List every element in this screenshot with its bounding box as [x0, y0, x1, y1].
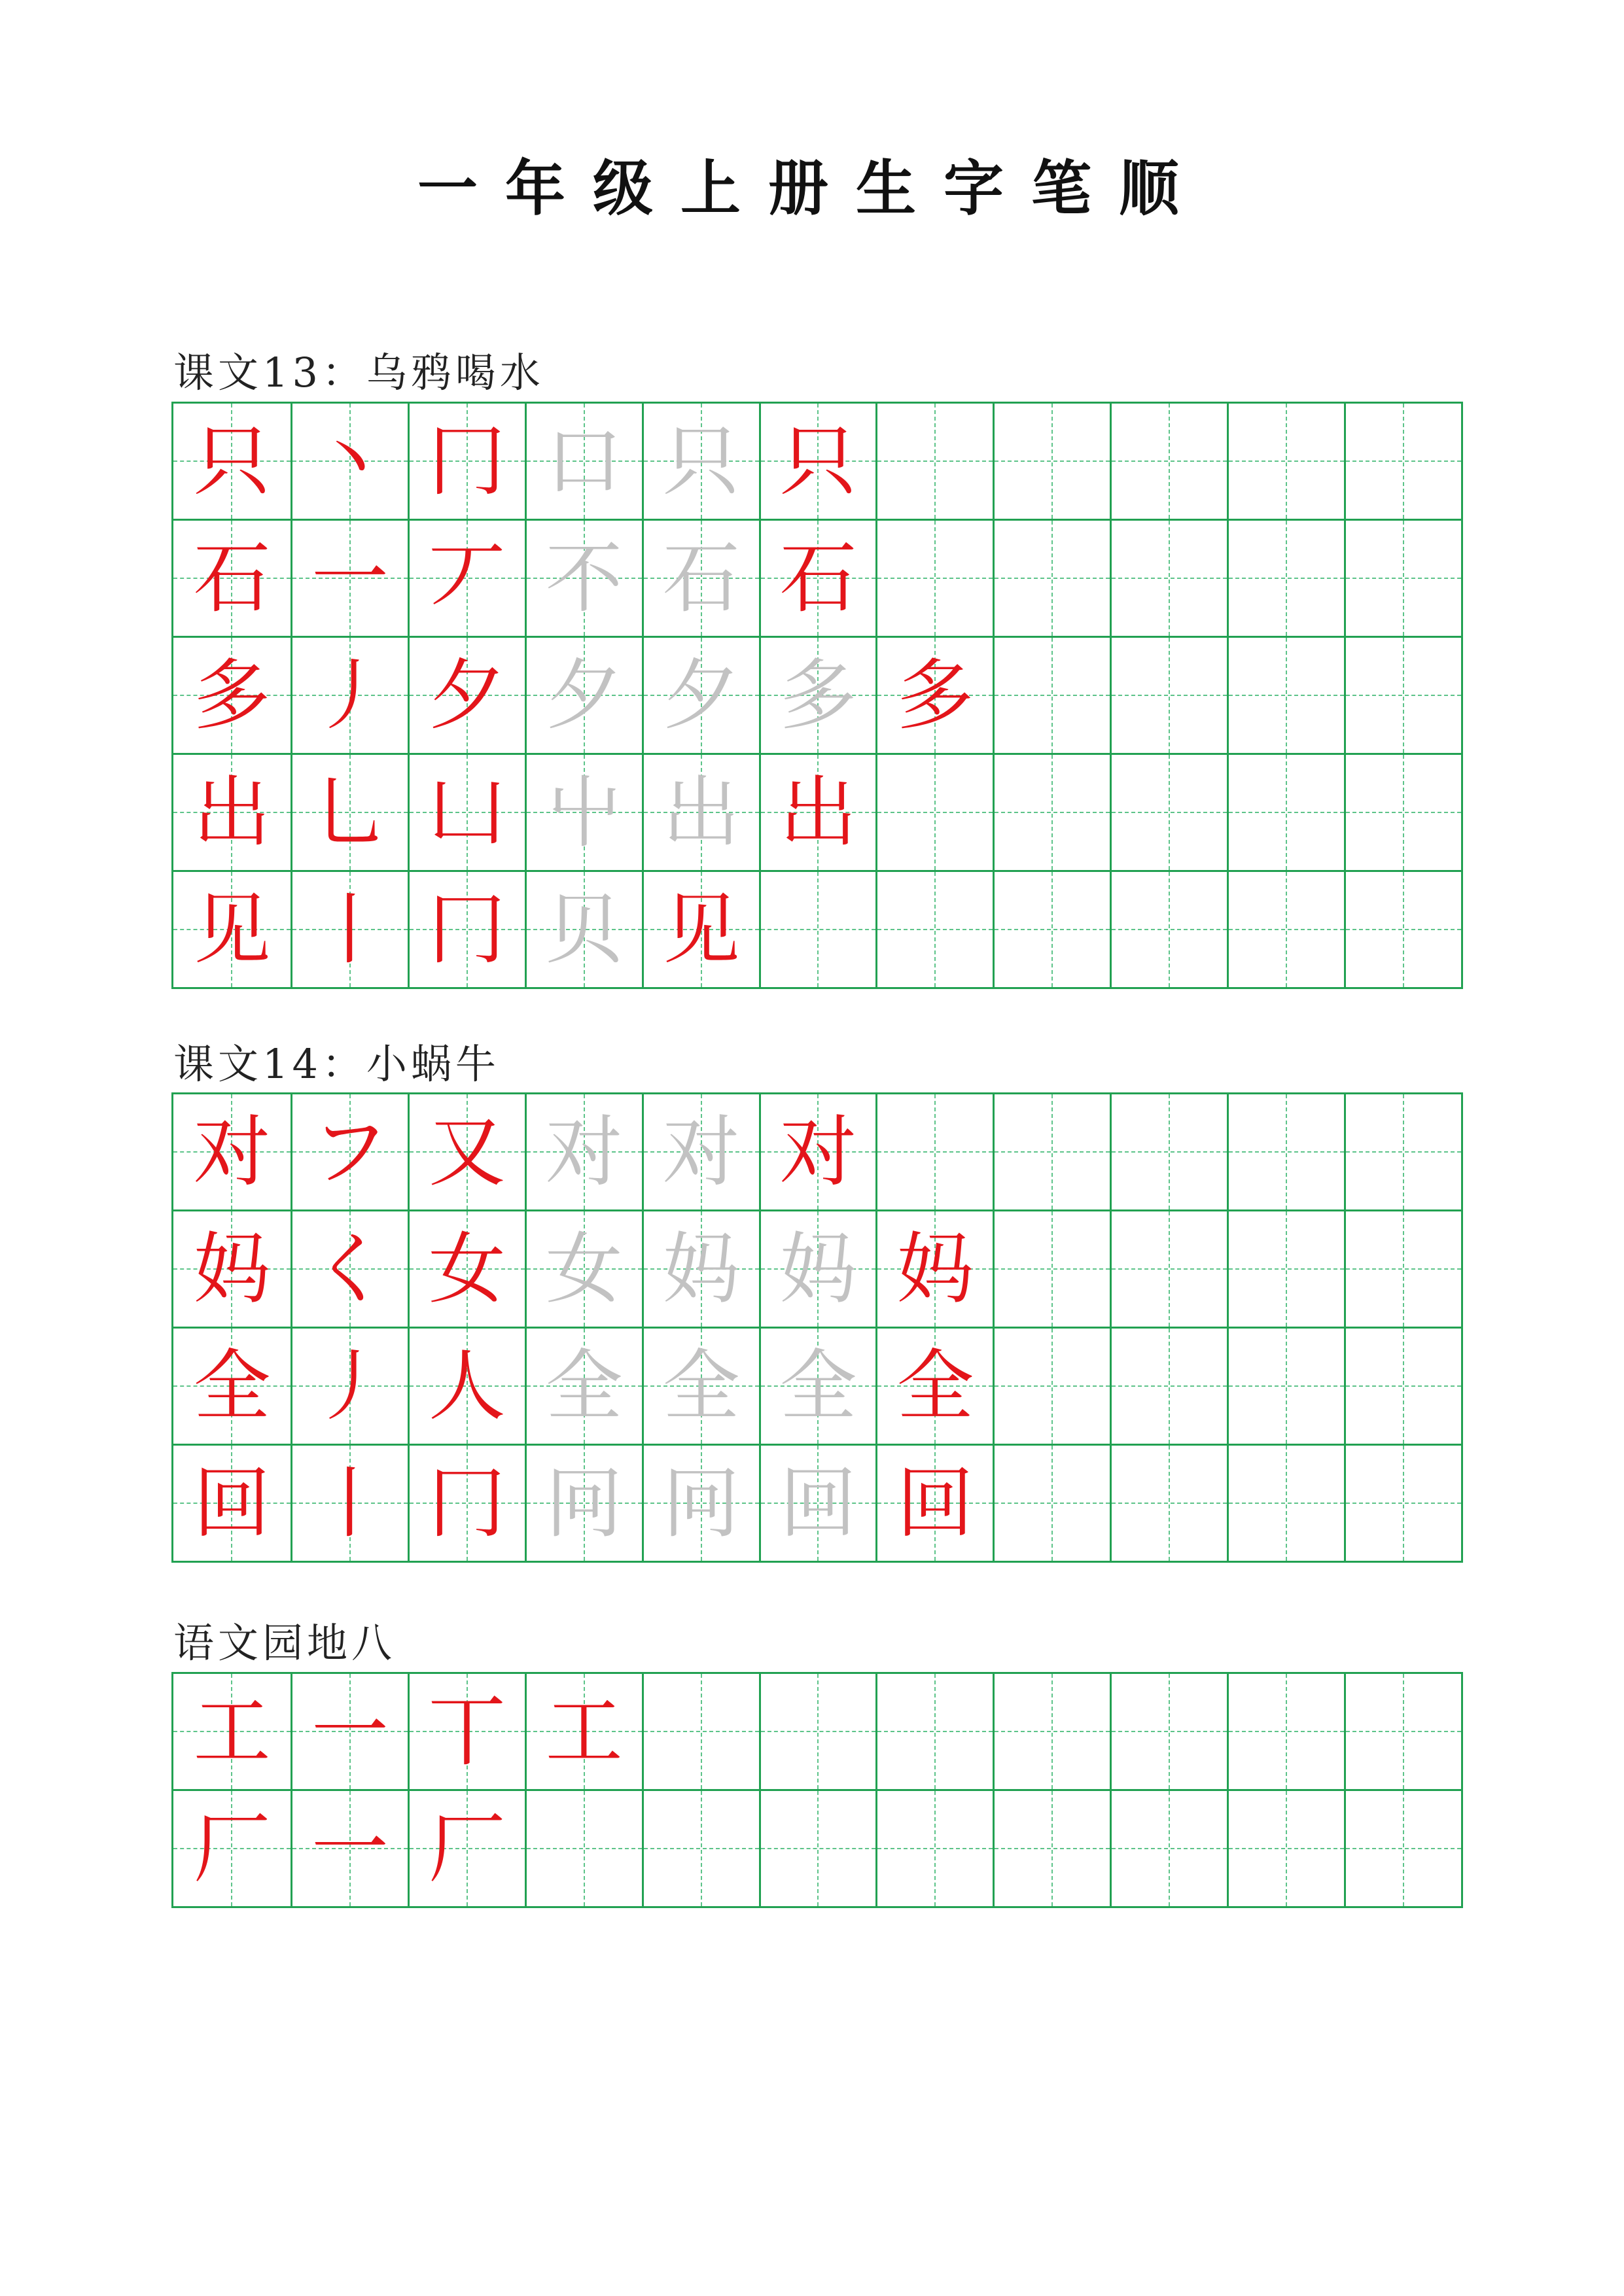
- stroke-step-cell: [1110, 521, 1227, 636]
- stroke-step-cell: [875, 638, 993, 753]
- stroke-step-cell: [875, 1329, 993, 1444]
- character-row: [173, 870, 1461, 987]
- practice-grid-lesson-14: [171, 1092, 1463, 1563]
- stroke-step-cell: [1110, 872, 1227, 987]
- stroke-step-cell: [291, 521, 408, 636]
- section-title-lesson-13: 课文13：乌鸦喝水: [173, 349, 544, 396]
- stroke-step-cell: [525, 1446, 642, 1561]
- stroke-step-cell: [408, 404, 525, 519]
- stroke-step: 屮: [545, 767, 623, 858]
- stroke-step-cell: [408, 1329, 525, 1444]
- stroke-step: 夕: [662, 650, 740, 740]
- stroke-step-cell: [408, 1211, 525, 1327]
- stroke-step: 一: [311, 1686, 389, 1777]
- stroke-step: 妈: [662, 1224, 740, 1314]
- stroke-step: 见: [662, 884, 740, 975]
- stroke-step: 多: [896, 650, 974, 740]
- character-row: [173, 1327, 1461, 1444]
- stroke-step-cell: [525, 1329, 642, 1444]
- stroke-step: 丿: [311, 650, 389, 740]
- stroke-step-cell: [1227, 1211, 1344, 1327]
- character-cell: [173, 755, 291, 870]
- stroke-step-cell: [642, 755, 759, 870]
- stroke-step-cell: [408, 638, 525, 753]
- stroke-step-cell: [1344, 404, 1461, 519]
- stroke-step-cell: [875, 1094, 993, 1209]
- stroke-step-cell: [525, 1211, 642, 1327]
- stroke-step-cell: [1227, 1674, 1344, 1789]
- character-row: [173, 1444, 1461, 1561]
- character-cell: [173, 521, 291, 636]
- stroke-step-cell: [875, 521, 993, 636]
- stroke-step: 工: [545, 1686, 623, 1777]
- character-cell: [173, 1329, 291, 1444]
- stroke-step-cell: [291, 755, 408, 870]
- character-cell: [173, 1446, 291, 1561]
- stroke-step: 女: [428, 1224, 506, 1314]
- stroke-step: 对: [545, 1107, 623, 1197]
- stroke-step-cell: [993, 1211, 1110, 1327]
- stroke-step: 乚: [311, 767, 389, 858]
- character-row: [173, 519, 1461, 636]
- stroke-step-cell: [1110, 1329, 1227, 1444]
- main-character: 见: [193, 884, 271, 975]
- stroke-step-cell: [993, 404, 1110, 519]
- stroke-step-cell: [1344, 755, 1461, 870]
- stroke-step-cell: [993, 872, 1110, 987]
- page-title: 一年级上册生字笔顺: [417, 154, 1207, 224]
- stroke-step: 口: [545, 416, 623, 506]
- stroke-step-cell: [408, 1791, 525, 1906]
- character-row: [173, 1789, 1461, 1906]
- stroke-step-cell: [875, 755, 993, 870]
- stroke-step: 对: [779, 1107, 857, 1197]
- character-row: [173, 636, 1461, 753]
- stroke-step-cell: [642, 1446, 759, 1561]
- practice-grid-lesson-13: [171, 402, 1463, 989]
- stroke-step-cell: [291, 1446, 408, 1561]
- main-character: 出: [193, 767, 271, 858]
- stroke-step-cell: [993, 1674, 1110, 1789]
- stroke-step: 全: [896, 1341, 974, 1431]
- stroke-step-cell: [875, 404, 993, 519]
- stroke-step-cell: [1344, 1446, 1461, 1561]
- stroke-step-cell: [525, 1791, 642, 1906]
- stroke-step-cell: [993, 1094, 1110, 1209]
- stroke-step-cell: [642, 1094, 759, 1209]
- stroke-step-cell: [1227, 521, 1344, 636]
- stroke-step: 贝: [545, 884, 623, 975]
- stroke-step: 夕: [428, 650, 506, 740]
- stroke-step-cell: [759, 1094, 876, 1209]
- character-row: [173, 1674, 1461, 1789]
- stroke-step-cell: [525, 638, 642, 753]
- stroke-step-cell: [1227, 1329, 1344, 1444]
- main-character: 对: [193, 1107, 271, 1197]
- stroke-step-cell: [291, 1211, 408, 1327]
- stroke-step-cell: [1344, 1094, 1461, 1209]
- main-character: 只: [193, 416, 271, 506]
- main-character: 全: [193, 1341, 271, 1431]
- stroke-step-cell: [408, 1094, 525, 1209]
- stroke-step-cell: [291, 1674, 408, 1789]
- stroke-step-cell: [642, 521, 759, 636]
- stroke-step-cell: [291, 638, 408, 753]
- main-character: 石: [193, 533, 271, 623]
- character-cell: [173, 638, 291, 753]
- stroke-step: 妈: [779, 1224, 857, 1314]
- practice-grid-garden-8: [171, 1672, 1463, 1908]
- stroke-step-cell: [875, 872, 993, 987]
- stroke-step-cell: [408, 521, 525, 636]
- stroke-step-cell: [759, 1791, 876, 1906]
- stroke-step: 凵: [428, 767, 506, 858]
- character-row: [173, 753, 1461, 870]
- stroke-step: 回: [896, 1458, 974, 1548]
- stroke-step-cell: [1110, 1674, 1227, 1789]
- stroke-step-cell: [1344, 638, 1461, 753]
- stroke-step: く: [311, 1224, 389, 1314]
- stroke-step: 冋: [662, 1458, 740, 1548]
- stroke-step-cell: [408, 872, 525, 987]
- stroke-step-cell: [993, 1791, 1110, 1906]
- character-cell: [173, 1094, 291, 1209]
- stroke-step-cell: [1110, 1446, 1227, 1561]
- stroke-step-cell: [1344, 1791, 1461, 1906]
- stroke-step: 丅: [428, 1686, 506, 1777]
- stroke-step: 出: [779, 767, 857, 858]
- stroke-step-cell: [642, 1329, 759, 1444]
- stroke-step-cell: [525, 755, 642, 870]
- stroke-step-cell: [291, 1329, 408, 1444]
- stroke-step-cell: [1227, 1446, 1344, 1561]
- main-character: 妈: [193, 1224, 271, 1314]
- character-cell: [173, 1211, 291, 1327]
- stroke-step-cell: [642, 872, 759, 987]
- stroke-step: 丨: [311, 884, 389, 975]
- stroke-step: 全: [545, 1341, 623, 1431]
- stroke-step: 一: [311, 1803, 389, 1894]
- stroke-step-cell: [642, 638, 759, 753]
- stroke-step-cell: [875, 1446, 993, 1561]
- stroke-step-cell: [1227, 755, 1344, 870]
- stroke-step-cell: [759, 1446, 876, 1561]
- stroke-step: 冂: [428, 416, 506, 506]
- stroke-step-cell: [1227, 1791, 1344, 1906]
- stroke-step: 妈: [896, 1224, 974, 1314]
- stroke-step-cell: [1110, 755, 1227, 870]
- stroke-step-cell: [291, 872, 408, 987]
- stroke-step: 石: [779, 533, 857, 623]
- stroke-step-cell: [1344, 1674, 1461, 1789]
- stroke-step-cell: [291, 1791, 408, 1906]
- stroke-step: 出: [662, 767, 740, 858]
- stroke-step-cell: [291, 404, 408, 519]
- stroke-step-cell: [1227, 1094, 1344, 1209]
- stroke-step-cell: [1227, 404, 1344, 519]
- stroke-step-cell: [1344, 521, 1461, 636]
- character-cell: [173, 1791, 291, 1906]
- stroke-step-cell: [1344, 1329, 1461, 1444]
- stroke-step: 全: [662, 1341, 740, 1431]
- character-row: [173, 1094, 1461, 1209]
- stroke-step: 对: [662, 1107, 740, 1197]
- stroke-step: 全: [779, 1341, 857, 1431]
- stroke-step-cell: [759, 872, 876, 987]
- stroke-step-cell: [408, 1446, 525, 1561]
- stroke-step-cell: [1110, 638, 1227, 753]
- stroke-step-cell: [759, 521, 876, 636]
- section-title-lesson-14: 课文14：小蜗牛: [173, 1040, 500, 1088]
- stroke-step: 夕: [545, 650, 623, 740]
- stroke-step-cell: [1110, 1211, 1227, 1327]
- stroke-step: 石: [662, 533, 740, 623]
- stroke-step: 丆: [428, 533, 506, 623]
- character-cell: [173, 872, 291, 987]
- stroke-step-cell: [642, 1791, 759, 1906]
- stroke-step-cell: [993, 638, 1110, 753]
- stroke-step: 一: [311, 533, 389, 623]
- stroke-step-cell: [1110, 1094, 1227, 1209]
- stroke-step-cell: [759, 755, 876, 870]
- stroke-step-cell: [875, 1791, 993, 1906]
- stroke-step-cell: [1110, 404, 1227, 519]
- character-cell: [173, 404, 291, 519]
- stroke-step: 又: [428, 1107, 506, 1197]
- stroke-step-cell: [759, 1329, 876, 1444]
- stroke-step-cell: [291, 1094, 408, 1209]
- stroke-step: 厂: [428, 1803, 506, 1894]
- stroke-step-cell: [642, 1211, 759, 1327]
- stroke-step: 冂: [428, 884, 506, 975]
- character-row: [173, 404, 1461, 519]
- stroke-step: 女: [545, 1224, 623, 1314]
- stroke-step: 冋: [545, 1458, 623, 1548]
- stroke-step: 丶: [311, 416, 389, 506]
- stroke-step: 只: [662, 416, 740, 506]
- stroke-step-cell: [759, 1674, 876, 1789]
- stroke-step-cell: [525, 404, 642, 519]
- section-title-garden-8: 语文园地八: [173, 1619, 397, 1667]
- stroke-step-cell: [993, 521, 1110, 636]
- stroke-step-cell: [525, 521, 642, 636]
- main-character: 多: [193, 650, 271, 740]
- stroke-step-cell: [1110, 1791, 1227, 1906]
- stroke-step-cell: [875, 1674, 993, 1789]
- stroke-step: 冂: [428, 1458, 506, 1548]
- stroke-step-cell: [1227, 638, 1344, 753]
- stroke-step: 人: [428, 1341, 506, 1431]
- stroke-step-cell: [408, 1674, 525, 1789]
- stroke-step-cell: [759, 1211, 876, 1327]
- stroke-step: 丨: [311, 1458, 389, 1548]
- stroke-step-cell: [525, 1094, 642, 1209]
- stroke-step: 只: [779, 416, 857, 506]
- stroke-step-cell: [759, 638, 876, 753]
- stroke-step-cell: [875, 1211, 993, 1327]
- main-character: 工: [193, 1686, 271, 1777]
- stroke-step: フ: [311, 1107, 389, 1197]
- stroke-step-cell: [993, 1329, 1110, 1444]
- main-character: 回: [193, 1458, 271, 1548]
- stroke-step-cell: [993, 755, 1110, 870]
- stroke-step-cell: [642, 404, 759, 519]
- stroke-step: 丿: [311, 1341, 389, 1431]
- stroke-step-cell: [993, 1446, 1110, 1561]
- character-row: [173, 1209, 1461, 1327]
- stroke-step-cell: [1227, 872, 1344, 987]
- stroke-step-cell: [525, 872, 642, 987]
- stroke-step-cell: [1344, 872, 1461, 987]
- stroke-step-cell: [408, 755, 525, 870]
- stroke-step-cell: [525, 1674, 642, 1789]
- main-character: 厂: [193, 1803, 271, 1894]
- stroke-step-cell: [759, 404, 876, 519]
- stroke-step: 不: [545, 533, 623, 623]
- stroke-step: 回: [779, 1458, 857, 1548]
- stroke-step: 多: [779, 650, 857, 740]
- stroke-step-cell: [642, 1674, 759, 1789]
- character-cell: [173, 1674, 291, 1789]
- stroke-step-cell: [1344, 1211, 1461, 1327]
